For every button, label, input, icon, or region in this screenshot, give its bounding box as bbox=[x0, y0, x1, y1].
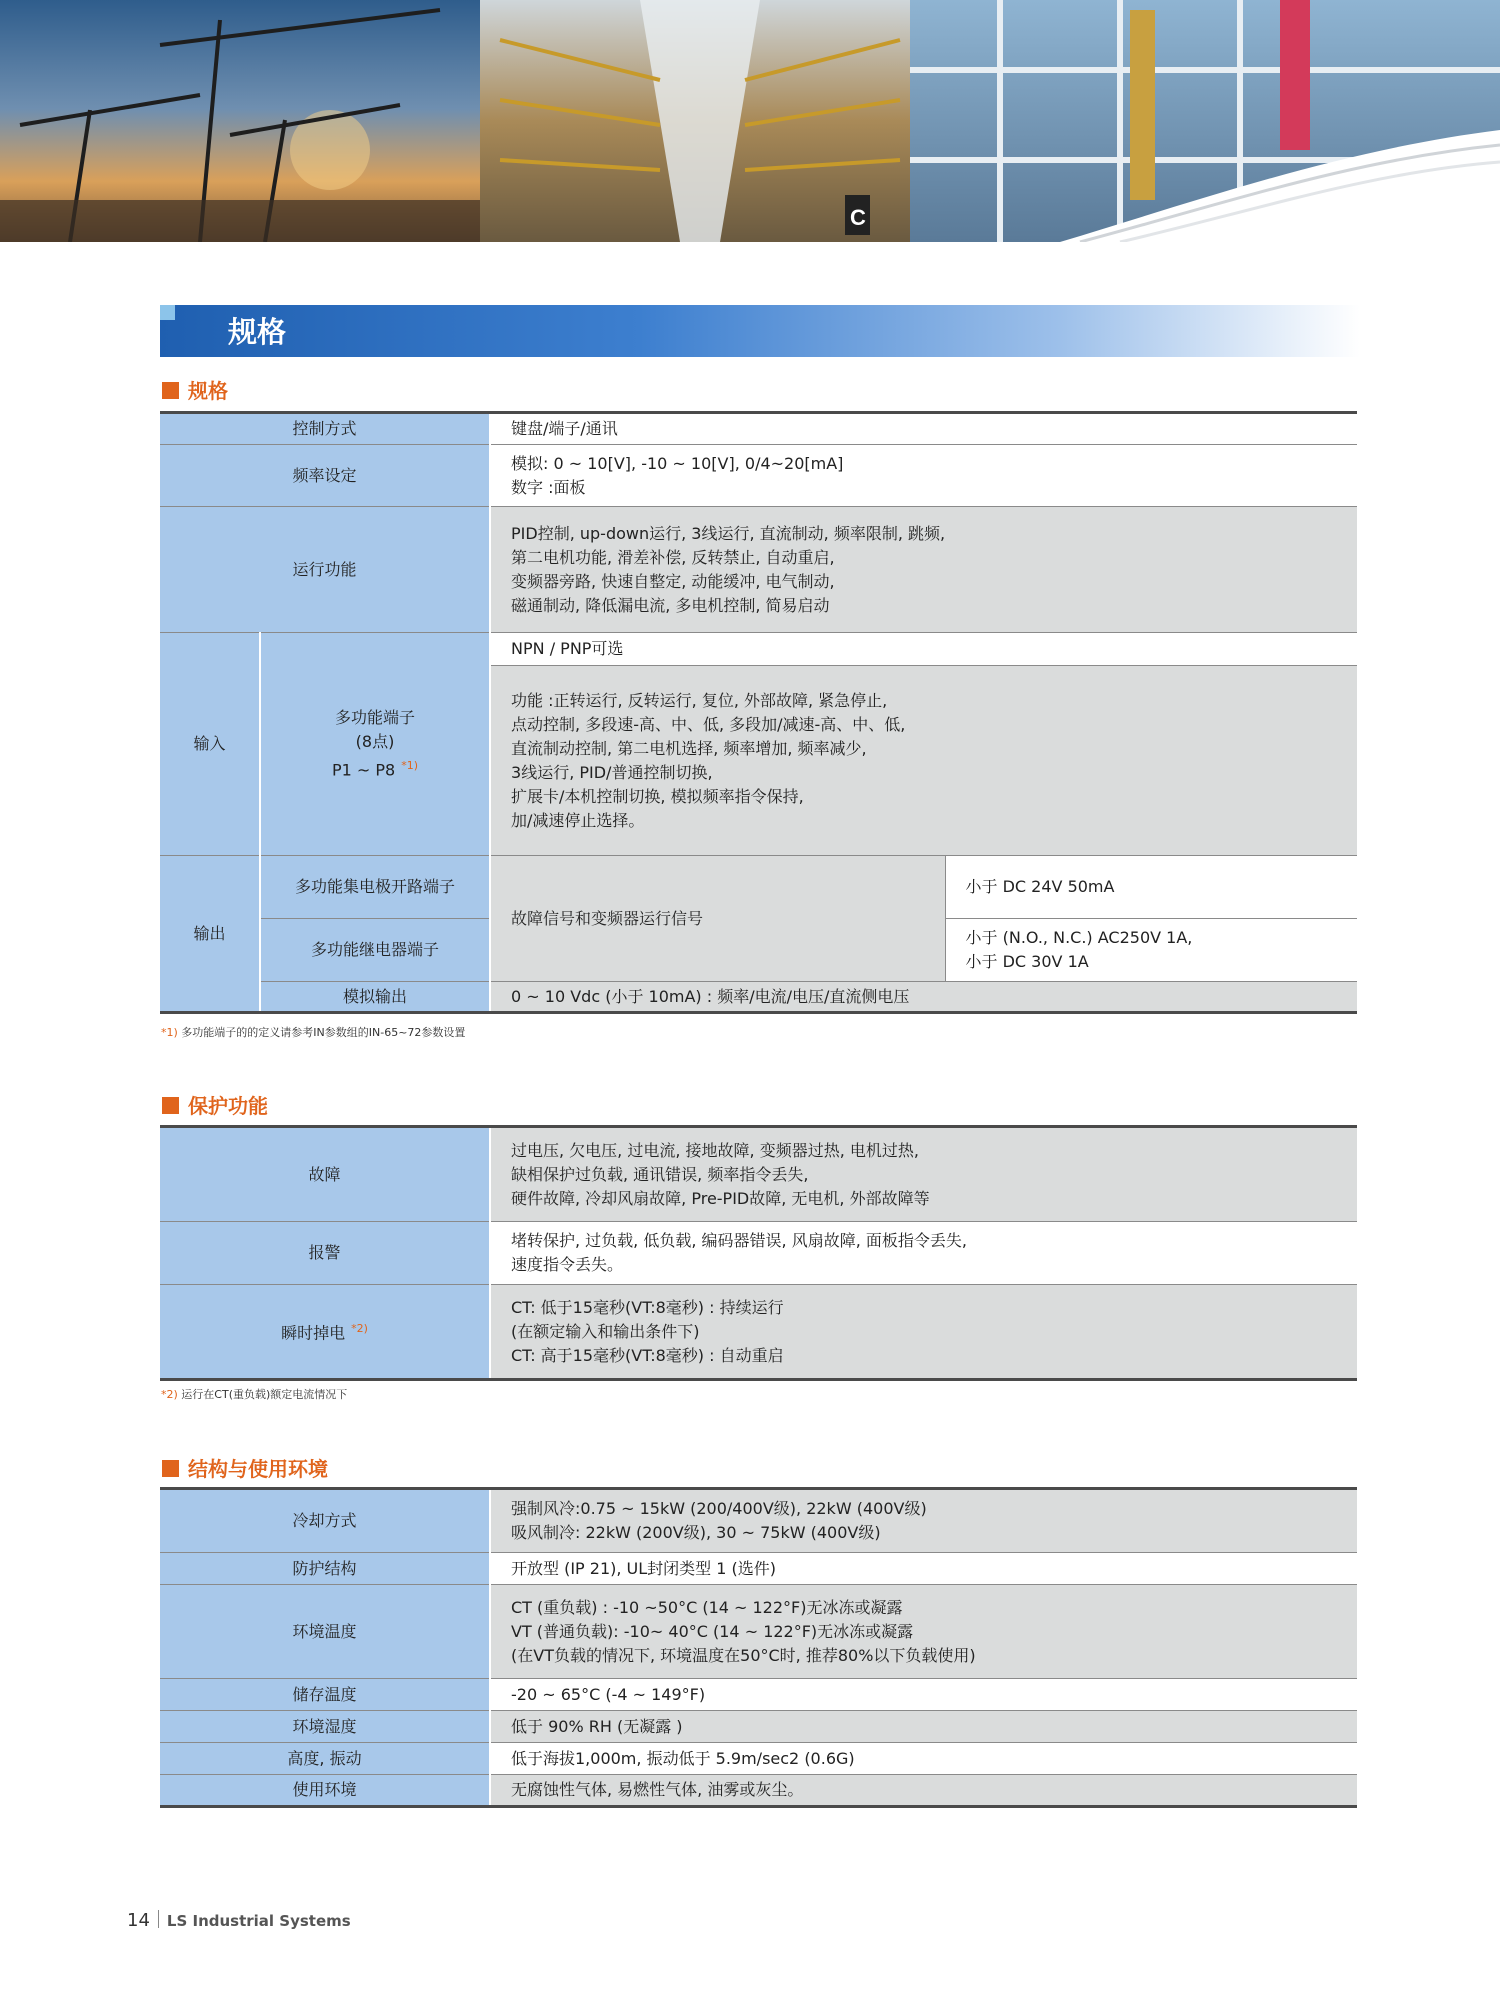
cooling-value: 强制风冷:0.75 ~ 15kW (200/400V级), 22kW (400V级) 吸风制冷: 22kW (200V级), 30 ~ 75kW (400V级) bbox=[490, 1489, 1357, 1553]
humidity-value: 低于 90% RH (无凝露 ) bbox=[490, 1711, 1357, 1743]
freq-setting-value: 模拟: 0 ~ 10[V], -10 ~ 10[V], 0/4~20[mA] 数字 :面板 bbox=[490, 445, 1357, 507]
section-heading-text: 规格 bbox=[188, 379, 228, 403]
analog-output-label: 模拟输出 bbox=[260, 982, 490, 1013]
environment-table bbox=[160, 1487, 1357, 1808]
footer-divider bbox=[158, 1910, 159, 1928]
protection-structure-value: 开放型 (IP 21), UL封闭类型 1 (选件) bbox=[490, 1553, 1357, 1585]
power-loss-cell bbox=[160, 1285, 490, 1380]
table-row bbox=[160, 1711, 1357, 1743]
altitude-value: 低于海拔1,000m, 振动低于 5.9m/sec2 (0.6G) bbox=[490, 1743, 1357, 1775]
multi-terminal-cell bbox=[260, 633, 490, 856]
page-footer bbox=[127, 1910, 351, 1931]
table-row bbox=[160, 1743, 1357, 1775]
page-number: 14 bbox=[127, 1910, 150, 1931]
footnote-text: 运行在CT(重负载)额定电流情况下 bbox=[181, 1388, 348, 1401]
relay-terminal-label: 多功能继电器端子 bbox=[260, 919, 490, 982]
fault-signal-value: 故障信号和变频器运行信号 bbox=[490, 856, 945, 982]
svg-text:C: C bbox=[850, 205, 866, 230]
table-row bbox=[160, 1489, 1357, 1553]
input-function-value: 功能 :正转运行, 反转运行, 复位, 外部故障, 紧急停止, 点动控制, 多段速-高、中、低, 多段加/减速-高、中、低, 直流制动控制, 第二电机选择, 频率增加, 频率减少, 3线运行, PID/普通控制切换, 扩展卡/本机控制切换, 模拟频率指令保持, 加/减速停止选择。 bbox=[490, 666, 1357, 856]
protection-table bbox=[160, 1125, 1357, 1381]
title-square-icon bbox=[160, 305, 175, 320]
cooling-label: 冷却方式 bbox=[160, 1489, 490, 1553]
table-row bbox=[160, 856, 1357, 919]
page-title: 规格 bbox=[228, 315, 287, 349]
table-row bbox=[160, 445, 1357, 507]
table-row bbox=[160, 507, 1357, 633]
footnote-2 bbox=[161, 1386, 347, 1402]
input-label: 输入 bbox=[160, 633, 260, 856]
freq-setting-label: 频率设定 bbox=[160, 445, 490, 507]
orange-square-icon bbox=[162, 382, 179, 399]
footnote-mark: *2) bbox=[161, 1388, 178, 1401]
table-row bbox=[160, 1679, 1357, 1711]
humidity-label: 环境湿度 bbox=[160, 1711, 490, 1743]
npn-pnp-value: NPN / PNP可选 bbox=[490, 633, 1357, 666]
table-row bbox=[160, 1585, 1357, 1679]
footnote-mark-2: *2) bbox=[351, 1322, 368, 1336]
environment-label: 使用环境 bbox=[160, 1775, 490, 1807]
table-row bbox=[160, 1222, 1357, 1285]
footnote-1 bbox=[161, 1024, 465, 1040]
alarm-label: 报警 bbox=[160, 1222, 490, 1285]
orange-square-icon bbox=[162, 1460, 179, 1477]
company-name: LS Industrial Systems bbox=[166, 1912, 351, 1930]
section-heading-text: 保护功能 bbox=[188, 1094, 268, 1118]
ambient-temp-value: CT (重负载) : -10 ~50°C (14 ~ 122°F)无冰冻或凝露 VT (普通负载): -10~ 40°C (14 ~ 122°F)无冰冻或凝露 (在VT负载的情况下, 环境温度在50°C时, 推荐80%以下负载使用) bbox=[490, 1585, 1357, 1679]
control-method-value: 键盘/端子/通讯 bbox=[490, 413, 1357, 445]
table-row bbox=[160, 413, 1357, 445]
table-row bbox=[160, 1775, 1357, 1807]
power-loss-value: CT: 低于15毫秒(VT:8毫秒) : 持续运行 (在额定输入和输出条件下) CT: 高于15毫秒(VT:8毫秒) : 自动重启 bbox=[490, 1285, 1357, 1380]
main-title-bar bbox=[160, 305, 1360, 357]
output-label: 输出 bbox=[160, 856, 260, 1013]
storage-temp-label: 储存温度 bbox=[160, 1679, 490, 1711]
footnote-text: 多功能端子的的定义请参考IN参数组的IN-65~72参数设置 bbox=[181, 1026, 466, 1039]
header-photo-banner bbox=[0, 0, 1500, 242]
section-heading-spec bbox=[162, 375, 228, 404]
control-method-label: 控制方式 bbox=[160, 413, 490, 445]
section-heading-text: 结构与使用环境 bbox=[188, 1457, 328, 1481]
section-heading-environment bbox=[162, 1453, 328, 1482]
fault-label: 故障 bbox=[160, 1127, 490, 1222]
environment-value: 无腐蚀性气体, 易燃性气体, 油雾或灰尘。 bbox=[490, 1775, 1357, 1807]
protection-structure-label: 防护结构 bbox=[160, 1553, 490, 1585]
spec-table bbox=[160, 411, 1357, 1014]
open-collector-spec: 小于 DC 24V 50mA bbox=[945, 856, 1357, 919]
orange-square-icon bbox=[162, 1097, 179, 1114]
relay-terminal-spec: 小于 (N.O., N.C.) AC250V 1A, 小于 DC 30V 1A bbox=[945, 919, 1357, 982]
table-row bbox=[160, 982, 1357, 1013]
table-row bbox=[160, 1553, 1357, 1585]
footnote-mark-1: *1) bbox=[401, 758, 419, 772]
run-function-value: PID控制, up-down运行, 3线运行, 直流制动, 频率限制, 跳频, 第二电机功能, 滑差补偿, 反转禁止, 自动重启, 变频器旁路, 快速自整定, 动能缓冲, 电气制动, 磁通制动, 降低漏电流, 多电机控制, 简易启动 bbox=[490, 507, 1357, 633]
open-collector-label: 多功能集电极开路端子 bbox=[260, 856, 490, 919]
table-row bbox=[160, 633, 1357, 666]
run-function-label: 运行功能 bbox=[160, 507, 490, 633]
footnote-mark: *1) bbox=[161, 1026, 178, 1039]
alarm-value: 堵转保护, 过负载, 低负载, 编码器错误, 风扇故障, 面板指令丢失, 速度指令丢失。 bbox=[490, 1222, 1357, 1285]
analog-output-value: 0 ~ 10 Vdc (小于 10mA) : 频率/电流/电压/直流侧电压 bbox=[490, 982, 1357, 1013]
power-loss-label: 瞬时掉电 bbox=[281, 1323, 346, 1343]
table-row bbox=[160, 1127, 1357, 1222]
multi-terminal-label: 多功能端子 (8点) P1 ~ P8 bbox=[331, 707, 416, 780]
altitude-label: 高度, 振动 bbox=[160, 1743, 490, 1775]
storage-temp-value: -20 ~ 65°C (-4 ~ 149°F) bbox=[490, 1679, 1357, 1711]
table-row bbox=[160, 1285, 1357, 1380]
fault-value: 过电压, 欠电压, 过电流, 接地故障, 变频器过热, 电机过热, 缺相保护过负载, 通讯错误, 频率指令丢失, 硬件故障, 冷却风扇故障, Pre-PID故障, 无电机, 外部故障等 bbox=[490, 1127, 1357, 1222]
section-heading-protection bbox=[162, 1090, 268, 1119]
ambient-temp-label: 环境温度 bbox=[160, 1585, 490, 1679]
